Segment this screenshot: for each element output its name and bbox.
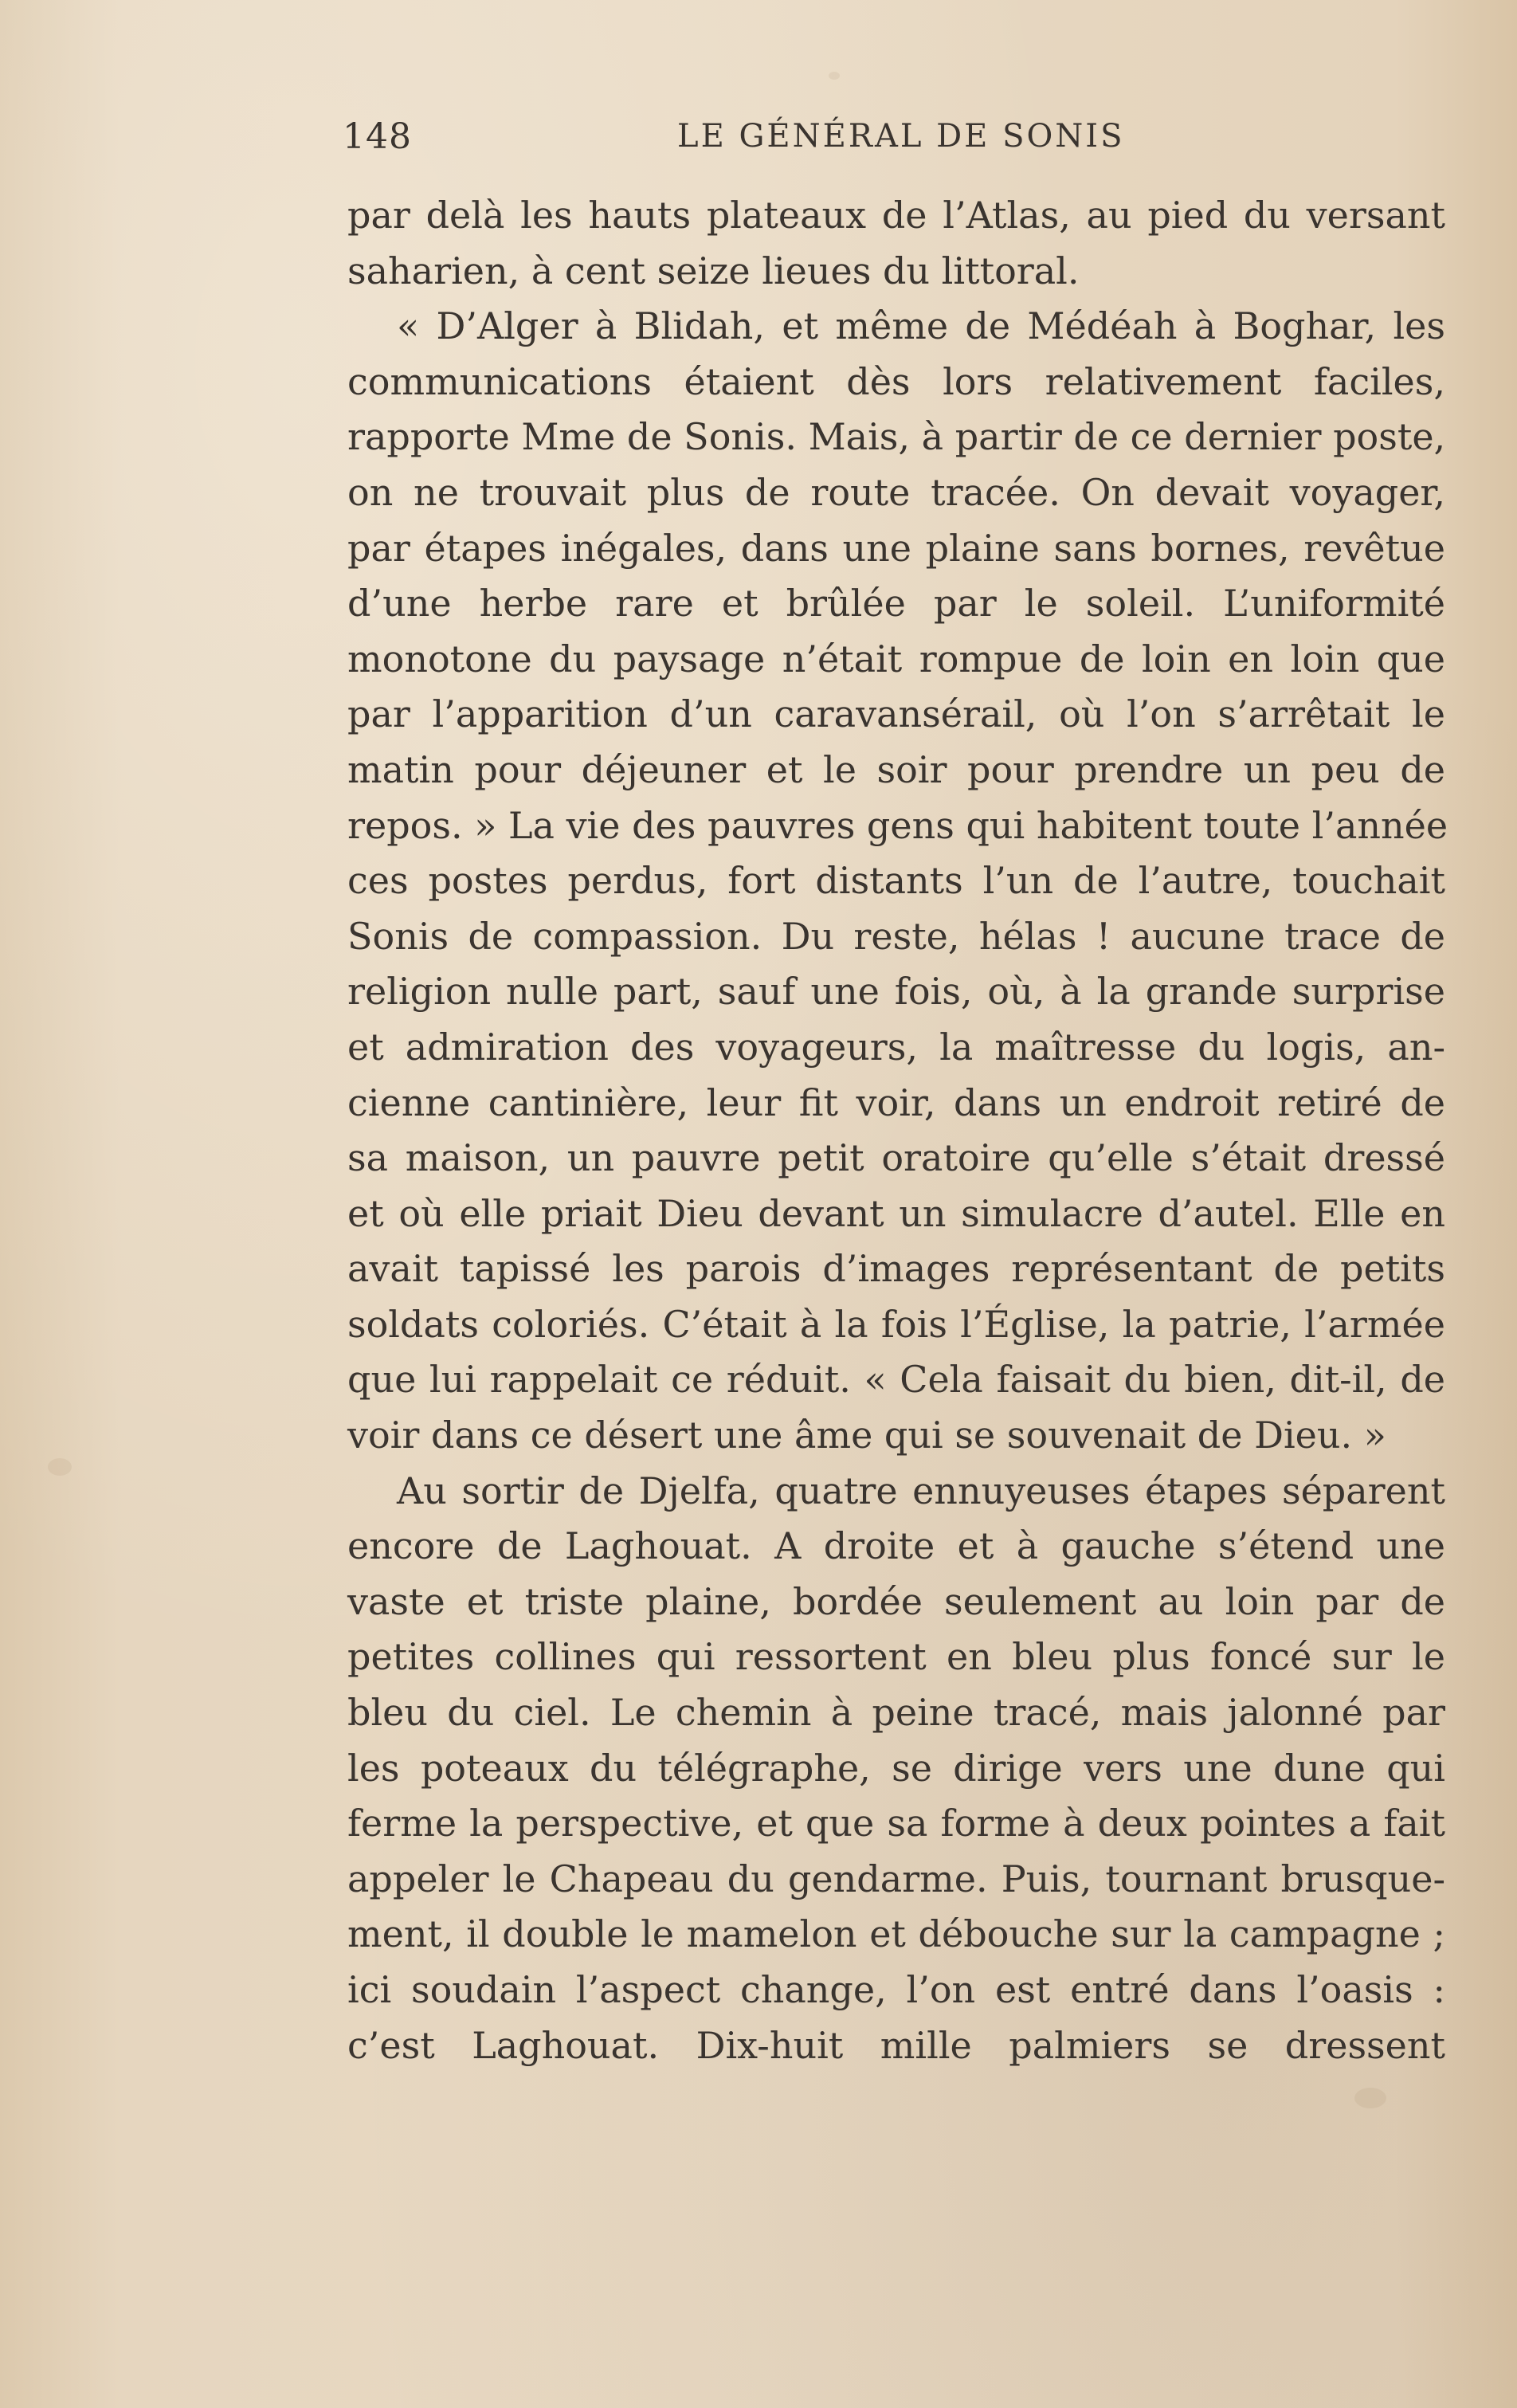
text-line: on ne trouvait plus de route tracée. On devait voyager,	[347, 470, 1445, 514]
text-line: soldats coloriés. C’était à la fois l’Église, la patrie, l’armée	[347, 1302, 1445, 1346]
text-line: ferme la perspective, et que sa forme à deux pointes a fait	[347, 1802, 1445, 1845]
text-line: que lui rappelait ce réduit. « Cela faisait du bien, dit-il, de	[347, 1358, 1445, 1402]
text-line: les poteaux du télégraphe, se dirige vers une dune qui	[347, 1746, 1445, 1790]
text-line: ici soudain l’aspect change, l’on est entré dans l’oasis :	[347, 1968, 1445, 2011]
paper-spot	[1354, 2088, 1386, 2108]
text-line: encore de Laghouat. A droite et à gauche s’étend une	[347, 1524, 1445, 1568]
text-line: repos. » La vie des pauvres gens qui habitent toute l’année	[347, 803, 1448, 847]
text-line: cienne cantinière, leur fit voir, dans un endroit retiré de	[347, 1080, 1445, 1124]
text-line: saharien, à cent seize lieues du littoral.	[347, 249, 1080, 292]
text-line: par l’apparition d’un caravansérail, où l’on s’arrêtait le	[347, 692, 1445, 736]
text-line: rapporte Mme de Sonis. Mais, à partir de ce dernier poste,	[347, 415, 1446, 459]
text-line: et où elle priait Dieu devant un simulacre d’autel. Elle en	[347, 1191, 1445, 1235]
text-line: Au sortir de Djelfa, quatre ennuyeuses étapes séparent	[397, 1469, 1445, 1512]
text-line: c’est Laghouat. Dix-huit mille palmiers se dressent	[347, 2023, 1445, 2067]
text-line: par étapes inégales, dans une plaine sans bornes, revêtue	[347, 526, 1445, 570]
text-line: ment, il double le mamelon et débouche sur la campagne ;	[347, 1912, 1445, 1956]
text-line: monotone du paysage n’était rompue de loin en loin que	[347, 637, 1445, 680]
text-line: avait tapissé les parois d’images représentant de petits	[347, 1247, 1445, 1291]
text-line: bleu du ciel. Le chemin à peine tracé, mais jalonné par	[347, 1691, 1445, 1735]
text-line: et admiration des voyageurs, la maîtresse du logis, an-	[347, 1025, 1445, 1069]
paper-spot	[829, 72, 840, 80]
text-line: ces postes perdus, fort distants l’un de l’autre, touchait	[347, 859, 1445, 903]
text-line: petites collines qui ressortent en bleu plus foncé sur le	[347, 1635, 1445, 1679]
text-line: religion nulle part, sauf une fois, où, à la grande surprise	[347, 970, 1445, 1014]
text-line: Sonis de compassion. Du reste, hélas ! aucune trace de	[347, 914, 1445, 958]
text-line: par delà les hauts plateaux de l’Atlas, au pied du versant	[347, 194, 1445, 237]
text-line: sa maison, un pauvre petit oratoire qu’elle s’était dressé	[347, 1136, 1445, 1180]
text-line: appeler le Chapeau du gendarme. Puis, tournant brusque-	[347, 1857, 1445, 1900]
text-line: voir dans ce désert une âme qui se souvenait de Dieu. »	[347, 1414, 1386, 1457]
text-line: d’une herbe rare et brûlée par le soleil. L’uniformité	[347, 582, 1445, 626]
text-line: matin pour déjeuner et le soir pour prendre un peu de	[347, 747, 1445, 791]
page-number: 148	[343, 116, 412, 157]
running-title: LE GÉNÉRAL DE SONIS	[677, 118, 1125, 155]
text-line: communications étaient dès lors relativement faciles,	[347, 359, 1445, 403]
page-header	[343, 116, 1458, 164]
text-line: vaste et triste plaine, bordée seulement au loin par de	[347, 1579, 1445, 1623]
text-line: « D’Alger à Blidah, et même de Médéah à Boghar, les	[397, 304, 1445, 348]
paper-spot	[48, 1458, 72, 1476]
body-text	[347, 188, 1448, 2073]
